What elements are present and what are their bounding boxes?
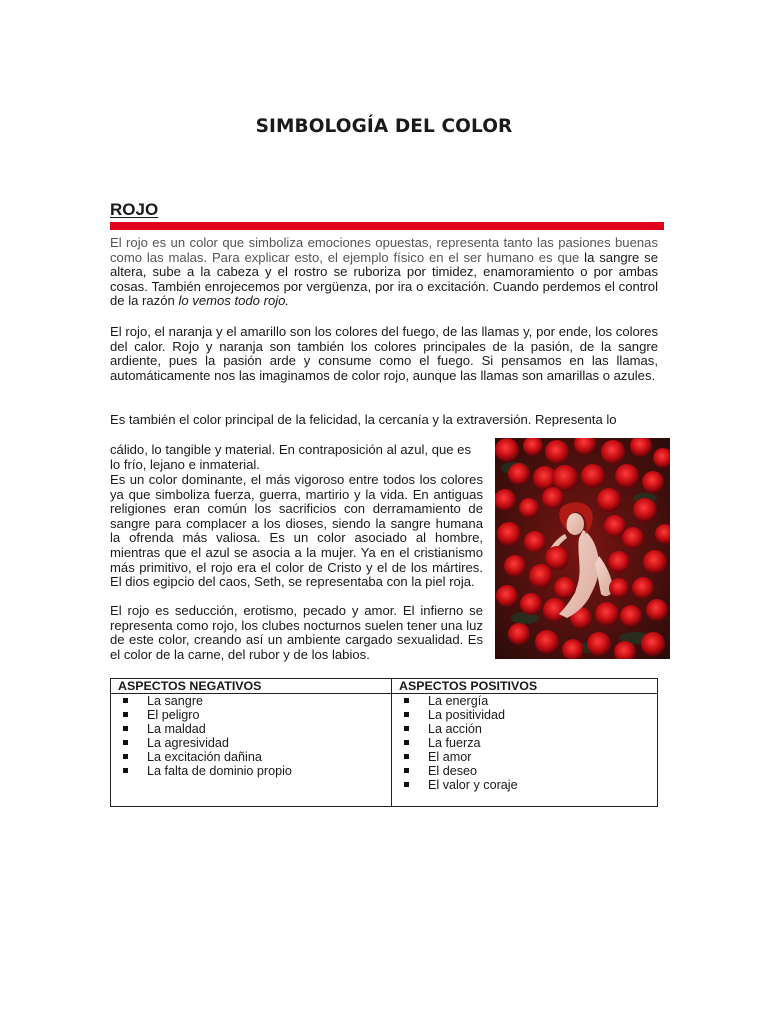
list-item <box>123 722 391 736</box>
section-heading-rojo: ROJO <box>110 200 159 219</box>
header-negative-aspects: ASPECTOS NEGATIVOS <box>111 679 392 694</box>
list-item <box>404 778 657 792</box>
list-item <box>404 750 657 764</box>
list-item-label: El peligro <box>147 708 200 722</box>
red-divider-bar <box>110 222 664 230</box>
header-positive-aspects: ASPECTOS POSITIVOS <box>392 679 658 694</box>
woman-in-red-roses-photo <box>495 438 670 659</box>
list-item <box>123 750 391 764</box>
list-item-label: La excitación dañina <box>147 750 262 764</box>
square-bullet-icon <box>123 698 128 703</box>
list-item <box>404 694 657 708</box>
square-bullet-icon <box>123 740 128 745</box>
square-bullet-icon <box>404 698 409 703</box>
paragraph-1-rest: la sangre se altera, sube a la cabeza y el rostro se ruboriza por timidez, enamoramiento o por ambas cosas. También enrojecemos por vergüenza, por ira o excitación. Cuando perdemos el control de la razón <box>110 249 658 309</box>
aspects-table <box>110 678 658 807</box>
list-item <box>404 722 657 736</box>
list-item-label: La falta de dominio propio <box>147 764 292 778</box>
paragraph-5: El rojo es seducción, erotismo, pecado y amor. El infierno se representa como rojo, los clubes nocturnos suelen tener una luz de este color, creando así un ambiente cargado sexualidad. Es el color de la carne, del rubor y de los labios. <box>110 603 483 662</box>
list-item-label: El deseo <box>428 764 478 778</box>
paragraph-4: Es un color dominante, el más vigoroso entre todos los colores ya que simboliza fuerza, guerra, martirio y la vida. En antiguas religiones eran común los sacrificios con derramamiento de sangre para complacer a los dioses, siendo la sangre humana la ofrenda más valiosa. Es un color asociado al hombre, mientras que el azul se asocia a la mujer. Ya en el cristianismo más primitivo, el rojo era el color de Cristo y el de los mártires. El dios egipcio del caos, Seth, se representaba con la piel roja. <box>110 472 483 590</box>
paragraph-1-italic: lo vemos todo rojo. <box>178 293 290 309</box>
list-item <box>404 708 657 722</box>
square-bullet-icon <box>404 740 409 745</box>
positive-aspects-cell <box>392 694 658 807</box>
square-bullet-icon <box>123 768 128 773</box>
list-item-label: El valor y coraje <box>428 778 518 792</box>
negative-aspects-cell <box>111 694 392 807</box>
list-item <box>123 694 391 708</box>
list-item <box>123 764 391 778</box>
square-bullet-icon <box>123 726 128 731</box>
square-bullet-icon <box>404 726 409 731</box>
list-item-label: La acción <box>428 722 482 736</box>
list-item <box>404 736 657 750</box>
list-item-label: La maldad <box>147 722 206 736</box>
positive-aspects-list <box>392 694 657 792</box>
list-item-label: La energía <box>428 694 489 708</box>
list-item-label: La fuerza <box>428 736 481 750</box>
paragraph-1-gray: El rojo es un color que simboliza emociones opuestas, representa tanto las pasiones buenas como las malas. Para explicar esto, el ejemplo físico en el ser humano es que <box>110 235 658 265</box>
document-title: SIMBOLOGÍA DEL COLOR <box>255 116 513 137</box>
paragraph-2: El rojo, el naranja y el amarillo son los colores del fuego, de las llamas y, por ende, los colores del calor. Rojo y naranja son también los colores principales de la pasión, de la sangre ardiente, pues la pasión arde y consume como el fuego. Si pensamos en las llamas, automáticamente nos las imaginamos de color rojo, aunque las llamas son amarillas o azules. <box>110 324 658 383</box>
list-item <box>123 708 391 722</box>
list-item <box>123 736 391 750</box>
paragraph-3-line-2: cálido, lo tangible y material. En contraposición al azul, que es lo frío, lejano e inmaterial. <box>110 442 472 472</box>
list-item <box>404 764 657 778</box>
list-item-label: La sangre <box>147 694 204 708</box>
square-bullet-icon <box>123 754 128 759</box>
square-bullet-icon <box>123 712 128 717</box>
negative-aspects-list <box>111 694 391 778</box>
list-item-label: El amor <box>428 750 472 764</box>
square-bullet-icon <box>404 712 409 717</box>
list-item-label: La agresividad <box>147 736 229 750</box>
square-bullet-icon <box>404 782 409 787</box>
paragraph-1 <box>110 236 658 309</box>
square-bullet-icon <box>404 754 409 759</box>
list-item-label: La positividad <box>428 708 506 722</box>
square-bullet-icon <box>404 768 409 773</box>
paragraph-3-line-1: Es también el color principal de la felicidad, la cercanía y la extraversión. Representa lo <box>110 412 617 427</box>
